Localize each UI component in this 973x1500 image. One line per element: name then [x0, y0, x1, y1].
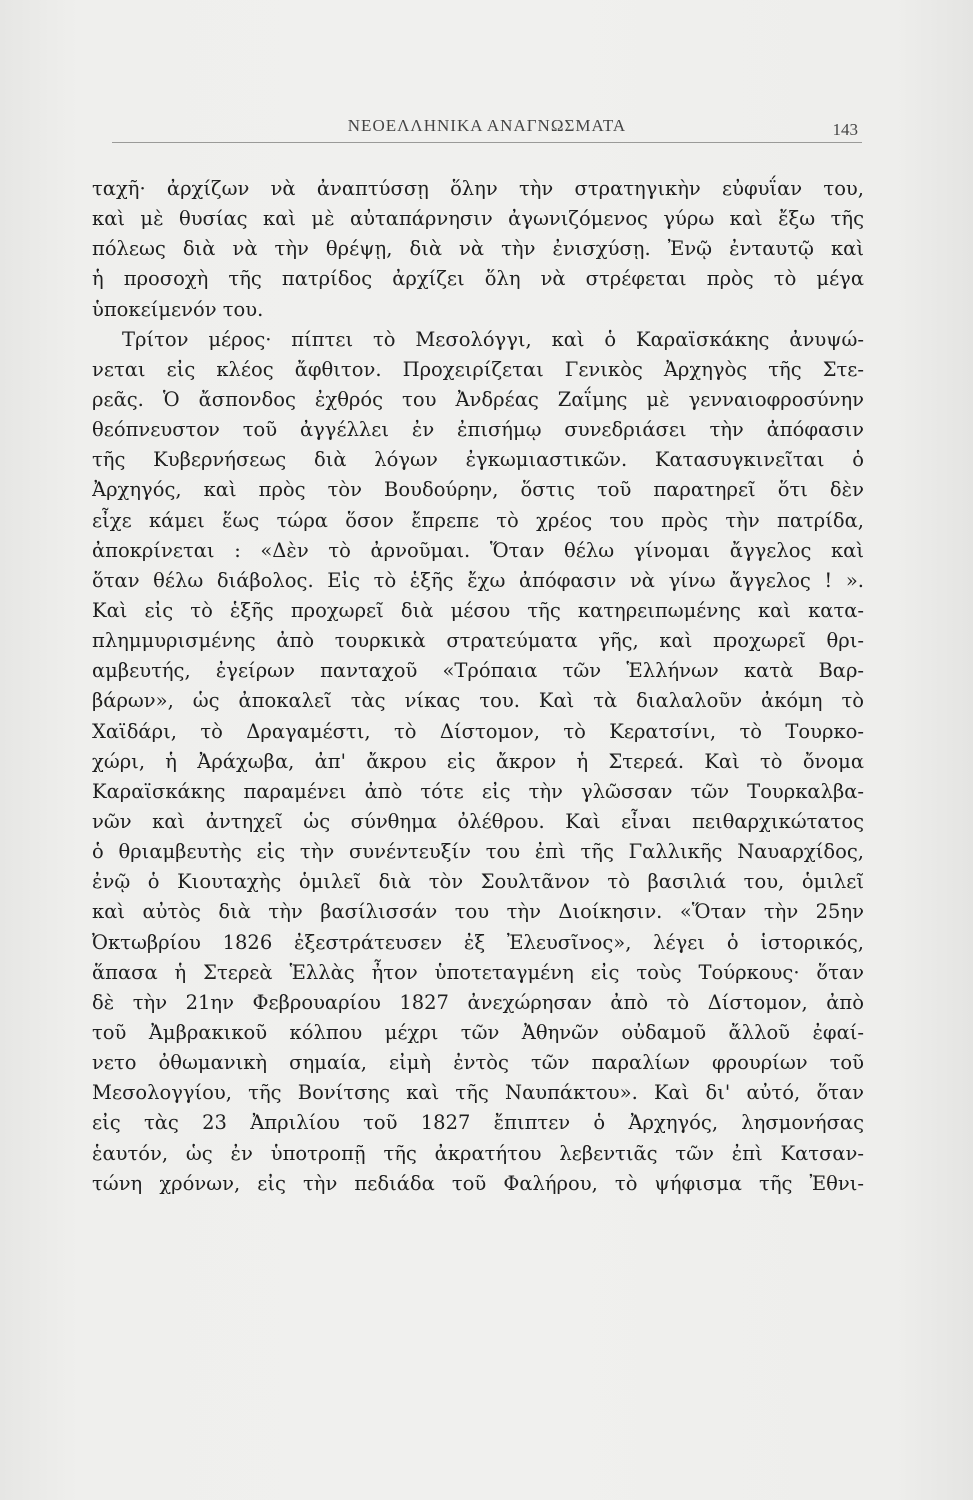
text-line: Μεσολογγίου, τῆς Βονίτσης καὶ τῆς Ναυπάκτου». Καὶ δι' αὐτό, ὅταν [92, 1081, 864, 1105]
text-line: ὑποκείμενόν του. [92, 297, 264, 321]
text-line: ταχῆ· ἀρχίζων νὰ ἀναπτύσσῃ ὅλην τὴν στρατηγικὴν εὐφυΐαν του, [92, 177, 864, 200]
text-line: χώρι, ἡ Ἀράχωβα, ἀπ' ἄκρου εἰς ἄκρον ἡ Στερεά. Καὶ τὸ ὄνομα [92, 749, 864, 773]
text-line: Τρίτον μέρος· πίπτει τὸ Μεσολόγγι, καὶ ὁ Καραϊσκάκης ἀνυψώ- [122, 327, 864, 351]
text-line: ὅταν θέλω διάβολος. Εἰς τὸ ἑξῆς ἔχω ἀπόφασιν νὰ γίνω ἄγγελος ! ». [92, 568, 864, 592]
body-text [92, 174, 864, 1199]
text-line: Ἀρχηγός, καὶ πρὸς τὸν Βουδούρην, ὅστις τοῦ παρατηρεῖ ὅτι δὲν [92, 478, 864, 502]
text-line: δὲ τὴν 21ην Φεβρουαρίου 1827 ἀνεχώρησαν ἀπὸ τὸ Δίστομον, ἀπὸ [92, 990, 864, 1014]
text-line: Χαϊδάρι, τὸ Δραγαμέστι, τὸ Δίστομον, τὸ Κερατσίνι, τὸ Τουρκο- [92, 719, 864, 743]
text-line: εἰς τὰς 23 Ἀπριλίου τοῦ 1827 ἔπιπτεν ὁ Ἀρχηγός, λησμονήσας [92, 1111, 864, 1135]
text-line: ὁ θριαμβευτὴς εἰς τὴν συνέντευξίν του ἐπὶ τῆς Γαλλικῆς Ναυαρχίδος, [92, 840, 864, 864]
text-line: πλημμυρισμένης ἀπὸ τουρκικὰ στρατεύματα γῆς, καὶ προχωρεῖ θρι- [92, 629, 864, 653]
text-line: αμβευτής, ἐγείρων πανταχοῦ «Τρόπαια τῶν Ἑλλήνων κατὰ Βαρ- [92, 659, 864, 683]
text-line: πόλεως διὰ νὰ τὴν θρέψῃ, διὰ νὰ τὴν ἐνισχύσῃ. Ἐνῷ ἐνταυτῷ καὶ [92, 237, 864, 261]
text-line: νεται εἰς κλέος ἄφθιτον. Προχειρίζεται Γενικὸς Ἀρχηγὸς τῆς Στε- [92, 357, 864, 381]
text-line: βάρων», ὡς ἀποκαλεῖ τὰς νίκας του. Καὶ τὰ διαλαλοῦν ἀκόμη τὸ [92, 689, 864, 713]
text-line: Καραϊσκάκης παραμένει ἀπὸ τότε εἰς τὴν γλῶσσαν τῶν Τουρκαλβα- [92, 779, 864, 803]
text-line: Καὶ εἰς τὸ ἑξῆς προχωρεῖ διὰ μέσου τῆς κατηρειπωμένης καὶ κατα- [92, 598, 864, 622]
text-line: τοῦ Ἀμβρακικοῦ κόλπου μέχρι τῶν Ἀθηνῶν οὐδαμοῦ ἄλλοῦ ἐφαί- [92, 1020, 864, 1044]
text-line: ἐνῷ ὁ Κιουταχὴς ὁμιλεῖ διὰ τὸν Σουλτᾶνον τὸ βασιλιά του, ὁμιλεῖ [92, 870, 864, 894]
text-line: ἑαυτόν, ὡς ἐν ὑποτροπῇ τῆς ἀκρατήτου λεβεντιᾶς τῶν ἐπὶ Κατσαν- [92, 1141, 864, 1165]
text-line: ἅπασα ἡ Στερεὰ Ἑλλὰς ἦτον ὑποτεταγμένη εἰς τοὺς Τούρκους· ὅταν [92, 960, 864, 984]
running-head [112, 112, 862, 143]
text-line: εἶχε κάμει ἕως τώρα ὅσον ἔπρεπε τὸ χρέος του πρὸς τὴν πατρίδα, [92, 508, 864, 532]
text-line: ἀποκρίνεται : «Δὲν τὸ ἀρνοῦμαι. Ὅταν θέλω γίνομαι ἄγγελος καὶ [92, 538, 864, 562]
text-line: νῶν καὶ ἀντηχεῖ ὡς σύνθημα ὀλέθρου. Καὶ εἶναι πειθαρχικώτατος [92, 809, 864, 833]
text-line: καὶ μὲ θυσίας καὶ μὲ αὐταπάρνησιν ἀγωνιζόμενος γύρω καὶ ἔξω τῆς [92, 207, 864, 231]
text-line: καὶ αὐτὸς διὰ τὴν βασίλισσάν του τὴν Διοίκησιν. «Ὅταν τὴν 25ην [92, 900, 864, 924]
text-line: τῆς Κυβερνήσεως διὰ λόγων ἐγκωμιαστικῶν. Κατασυγκινεῖται ὁ [92, 448, 864, 472]
text-line: ἡ προσοχὴ τῆς πατρίδος ἀρχίζει ὅλη νὰ στρέφεται πρὸς τὸ μέγα [92, 267, 864, 291]
text-line: θεόπνευστον τοῦ ἀγγέλλει ἐν ἐπισήμῳ συνεδριάσει τὴν ἀπόφασιν [92, 418, 864, 442]
page-number: 143 [832, 120, 858, 139]
text-line: ρεᾶς. Ὁ ἄσπονδος ἐχθρός του Ἀνδρέας Ζαΐμης μὲ γενναιοφροσύνην [92, 387, 864, 411]
running-title: ΝΕΟΕΛΛΗΝΙΚΑ ΑΝΑΓΝΩΣΜΑΤΑ [347, 116, 627, 135]
text-line: Ὀκτωβρίου 1826 ἐξεστράτευσεν ἐξ Ἐλευσῖνος», λέγει ὁ ἱστορικός, [92, 930, 864, 954]
text-line: νετο ὀθωμανικὴ σημαία, εἰμὴ ἐντὸς τῶν παραλίων φρουρίων τοῦ [92, 1051, 864, 1075]
text-line: τώνη χρόνων, εἰς τὴν πεδιάδα τοῦ Φαλήρου, τὸ ψήφισμα τῆς Ἐθνι- [92, 1171, 864, 1195]
